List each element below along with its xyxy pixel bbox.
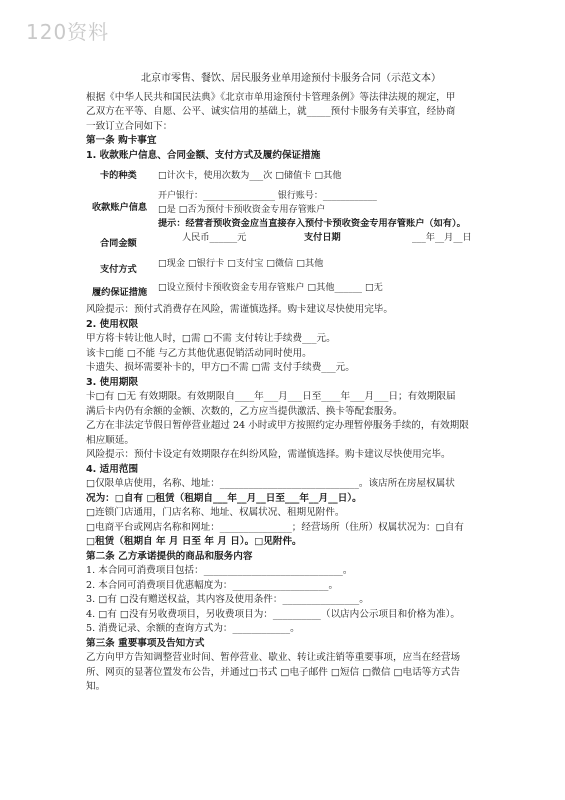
account-info-value: □是 □否为预付卡预收资金专用存管账户 [158,204,326,215]
service-line: 3. □有 □没有赠送权益，其内容及使用条件：________________。 [86,594,369,605]
article-1-heading: 第一条 购卡事宜 [86,135,157,146]
scope-line: □连锁门店通用，门店名称、地址、权属状况、租期见附件。 [86,507,345,518]
section-3-heading: 3. 使用期限 [86,376,139,388]
period-line: 相应顺延。 [86,434,134,446]
section-1-heading: 1. 收款账户信息、合同金额、支付方式及履约保证措施 [86,149,321,161]
service-line: 1. 本合同可消费项目包括：_____________________________。 [86,565,353,576]
contract-title: 北京市零售、餐饮、居民服务业单用途预付卡服务合同（示范文本） [141,73,441,84]
amount-value: 人民币______元 [182,232,247,243]
intro-paragraph [86,91,496,135]
risk-warning-2: 风险提示：预付卡设定有效期限存在纠纷风险，需谨慎选择。购卡建议尽快使用完毕。 [86,449,451,460]
use-permission-line: 卡遗失、损坏需要补卡的，甲方□不需 □需 支付手续费___元。 [86,362,355,373]
watermark: 120资料 [26,20,110,44]
guarantee-label: 履约保证措施 [92,287,148,298]
period-line: 乙方在非法定节假日暂停营业超过 24 小时或甲方按照约定办理暂停服务手续的，有效期限 [86,420,469,431]
amount-label: 合同金额 [100,238,137,249]
pay-method-value: □现金 □银行卡 □支付宝 □微信 □其他 [158,258,324,269]
service-line: 5. 消费记录、余额的查询方式为：____________。 [86,623,300,634]
deposit-tip: 提示：经营者预收资金应当直接存入预付卡预收资金专用存管账户（如有）。 [158,218,466,229]
intro-line: 一致订立合同如下： [86,120,173,132]
payment-info-block [86,163,496,299]
intro-line: 乙双方在平等、自愿、公平、诚实信用的基础上，就_____预付卡服务有关事宜，经协商 [86,106,456,117]
service-line: 2. 本合同可消费项目优惠幅度为：____________________。 [86,579,339,591]
card-type-value: □计次卡，使用次数为___次 □储值卡 □其他 [158,170,342,181]
section-4-heading: 4. 适用范围 [86,463,139,475]
scope-line: 况为：□自有 □租赁（租期自___年__月__日至___年__月__日）。 [86,492,362,504]
pay-date-value: ___年__月__日 [412,232,472,243]
article-2-heading: 第二条 乙方承诺提供的商品和服务内容 [86,550,253,562]
contract-document [86,72,496,695]
risk-warning-1: 风险提示：预付式消费存在风险，需谨慎选择。购卡建议尽快使用完毕。 [86,304,393,315]
scope-line: □电商平台或网店名称和网址：_______________；经营场所（住所）权属状况为：□自有 [86,521,464,533]
period-line: 卡□有 □无 有效期限。有效期限自____年___月___日至____年___月___日；有效期限届 [86,391,456,402]
pay-date-label: 支付日期 [304,232,341,243]
bank-account-line: 开户银行：________________ 银行账号：____________ [158,191,377,201]
card-type-label: 卡的种类 [100,170,137,181]
account-info-label: 收款账户信息 [92,202,148,213]
notice-line: 乙方向甲方告知调整营业时间、暂停营业、歇业、转让或注销等重要事项，应当在经营场 [86,652,461,663]
pay-method-label: 支付方式 [100,264,137,275]
scope-line: □仅限单店使用，名称、地址：_____________________________。该店所在房屋权属状 [86,478,455,489]
service-line: 4. □有 □没有另收费项目，另收费项目为：__________（以店内公示项目和价格为准）。 [86,608,460,620]
use-permission-line: 该卡□能 □不能 与乙方其他优惠促销活动同时使用。 [86,347,312,359]
scope-line: □租赁（租期自 年 月 日至 年 月 日）。□见附件。 [86,536,302,547]
article-3-heading: 第三条 重要事项及告知方式 [86,637,205,649]
notice-line: 所、网页的显著位置发布公告，并通过□书式 □电子邮件 □短信 □微信 □电话等方式告 [86,666,461,678]
section-2-heading: 2. 使用权限 [86,318,139,330]
guarantee-value: □设立预付卡预收资金专用存管账户 □其他______ □无 [158,282,383,293]
period-line: 满后卡内仍有余额的金额、次数的，乙方应当提供激活、换卡等配套服务。 [86,405,403,417]
notice-line: 知。 [86,681,106,692]
use-permission-line: 甲方将卡转让他人时，□需 □不需 支付转让手续费___元。 [86,333,336,344]
intro-line: 根据《中华人民共和国民法典》《北京市单用途预付卡管理条例》等法律法规的规定，甲 [86,91,456,103]
